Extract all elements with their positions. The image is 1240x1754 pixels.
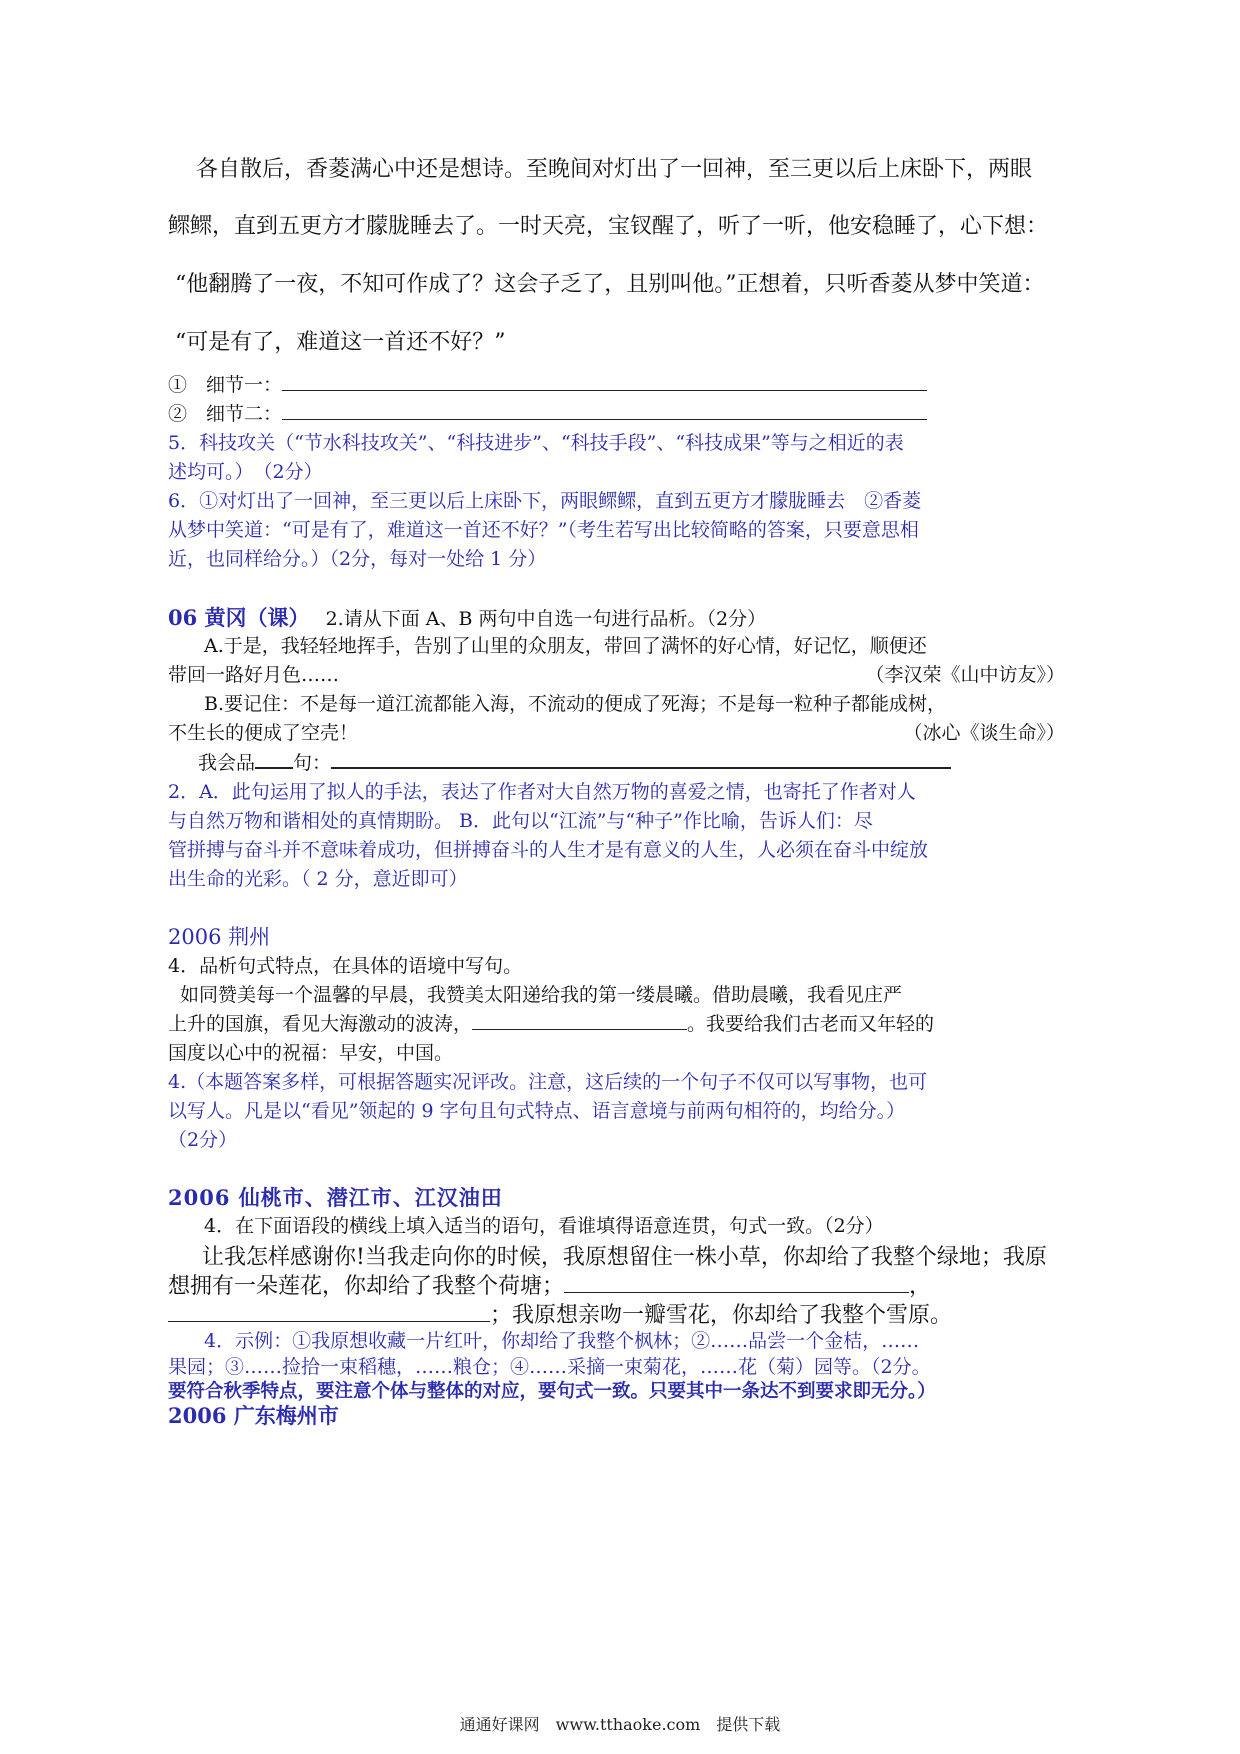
answer-line: 4．示例：①我原想收藏一片红叶，你却给了我整个枫林；②……品尝一个金桔，…… xyxy=(204,1330,920,1352)
paragraph-text: 想拥有一朵莲花，你却给了我整个荷塘； xyxy=(168,1274,565,1299)
question-text: 4．品析句式特点，在具体的语境中写句。 xyxy=(168,955,523,977)
paragraph-text: 。我要给我们古老而又年轻的 xyxy=(687,1013,935,1035)
page-footer: 通通好课网 www.tthaoke.com 提供下载 xyxy=(459,1715,781,1734)
section-heading: 06 黄冈（课） xyxy=(168,605,310,630)
passage-line: “他翻腾了一夜，不知可作成了？这会子乏了，且别叫他。”正想着，只听香菱从梦中笑道： xyxy=(175,272,1045,297)
passage-line: “可是有了，难道这一首还不好？” xyxy=(175,330,506,355)
paragraph-text: ， xyxy=(909,1274,932,1299)
answer-line: 果园；③……捡拾一束稻穗，……粮仓；④……采摘一束菊花，……花（菊）园等。（2分。 xyxy=(168,1356,931,1378)
answer-line: 以写人。凡是以“看见”领起的 9 字句且句式特点、语言意境与前两句相符的，均给分。） xyxy=(168,1100,906,1122)
section-heading: 2006 广东梅州市 xyxy=(168,1403,339,1428)
jingzhou-paragraph-line: 如同赞美每一个温馨的早晨，我赞美太阳递给我的第一缕晨曦。借助晨曦，我看见庄严 xyxy=(180,984,903,1006)
option-b-line: 不生长的便成了空壳！ xyxy=(168,722,359,744)
paragraph-text: ；我原想亲吻一瓣雪花，你却给了我整个雪原。 xyxy=(490,1303,953,1328)
question-text: 4．在下面语段的横线上填入适当的语句，看谁填得语意连贯，句式一致。（2分） xyxy=(204,1215,884,1237)
option-a-line: 带回一路好月色…… xyxy=(168,664,340,686)
huanggang-question-line xyxy=(168,602,766,632)
answer-5-line: 5．科技攻关（“节水科技攻关”、“科技进步”、“科技手段”、“科技成果”等与之相近的表 xyxy=(168,432,904,454)
section-heading: 2006 仙桃市、潜江市、江汉油田 xyxy=(168,1185,503,1210)
jingzhou-blank[interactable] xyxy=(472,1012,687,1030)
detail-one xyxy=(168,370,927,397)
answer-6-line: 6．①对灯出了一回神，至三更以后上床卧下，两眼鳏鳏，直到五更方才朦胧睡去 ②香菱 xyxy=(168,490,922,512)
answer-6-line: 近，也同样给分。）（2分，每对一处给 1 分） xyxy=(168,548,547,570)
xiantao-paragraph-line: 让我怎样感谢你!当我走向你的时候，我原想留住一株小草，你却给了我整个绿地；我原 xyxy=(202,1245,1047,1270)
answer-6-line: 从梦中笑道：“可是有了，难道这一首还不好？”（考生若写出比较简略的答案，只要意思相 xyxy=(168,519,919,541)
question-text: 2.请从下面 A、B 两句中自选一句进行品析。（2分） xyxy=(325,608,767,630)
answer-line: 出生命的光彩。（ 2 分，意近即可） xyxy=(168,868,468,890)
detail-one-blank[interactable] xyxy=(282,373,927,391)
answer-line: 4.（本题答案多样，可根据答题实况评改。注意，这后续的一个句子不仅可以写事物，也可 xyxy=(168,1071,928,1093)
passage-line: 各自散后，香菱满心中还是想诗。至晚间对灯出了一回神，至三更以后上床卧下，两眼 xyxy=(196,157,1033,182)
answer-5-line: 述均可。） （2分） xyxy=(168,461,323,483)
section-heading: 2006 荆州 xyxy=(168,925,271,949)
answer-line: 管拼搏与奋斗并不意味着成功，但拼搏奋斗的人生才是有意义的人生，人必须在奋斗中绽放 xyxy=(168,839,929,861)
jingzhou-paragraph-line: 国度以心中的祝福：早安，中国。 xyxy=(168,1042,454,1064)
jingzhou-paragraph-line xyxy=(168,1009,934,1036)
pin-choice-blank[interactable] xyxy=(255,750,293,769)
option-a-source: （李汉荣《山中访友》） xyxy=(865,664,1065,686)
paragraph-text: 上升的国旗，看见大海激动的波涛， xyxy=(168,1013,473,1035)
answer-line: 2．A．此句运用了拟人的手法，表达了作者对大自然万物的喜爱之情，也寄托了作者对人 xyxy=(168,781,916,803)
answer-line: （2分） xyxy=(168,1129,238,1151)
detail-two-blank[interactable] xyxy=(282,402,927,420)
answer-line: 要符合秋季特点，要注意个体与整体的对应，要句式一致。只要其中一条达不到要求即无分。） xyxy=(168,1381,936,1402)
pin-mid: 句： xyxy=(293,752,332,774)
detail-two-label: ② 细节二： xyxy=(168,403,283,425)
detail-one-label: ① 细节一： xyxy=(168,374,283,396)
answer-line: 与自然万物和谐相处的真情期盼。 B．此句以“江流”与“种子”作比喻，告诉人们：尽 xyxy=(168,810,873,832)
passage-line: 鳏鳏，直到五更方才朦胧睡去了。一时天亮，宝钗醒了，听了一听，他安稳睡了，心下想： xyxy=(168,214,1049,239)
xiantao-blank-2[interactable] xyxy=(168,1301,490,1322)
option-a-line: A.于是，我轻轻地挥手，告别了山里的众朋友，带回了满怀的好心情，好记忆，顺便还 xyxy=(204,635,927,657)
pin-prefix: 我会品 xyxy=(198,752,256,774)
xiantao-paragraph-line xyxy=(168,1269,931,1300)
pin-line xyxy=(198,748,951,775)
option-b-source: （冰心《谈生命》） xyxy=(903,722,1065,744)
option-b-line: B.要记住：不是每一道江流都能入海，不流动的便成了死海；不是每一粒种子都能成树， xyxy=(204,693,947,715)
xiantao-paragraph-line xyxy=(168,1298,952,1329)
xiantao-blank-1[interactable] xyxy=(564,1272,909,1293)
pin-answer-blank[interactable] xyxy=(331,750,951,769)
detail-two xyxy=(168,399,927,426)
